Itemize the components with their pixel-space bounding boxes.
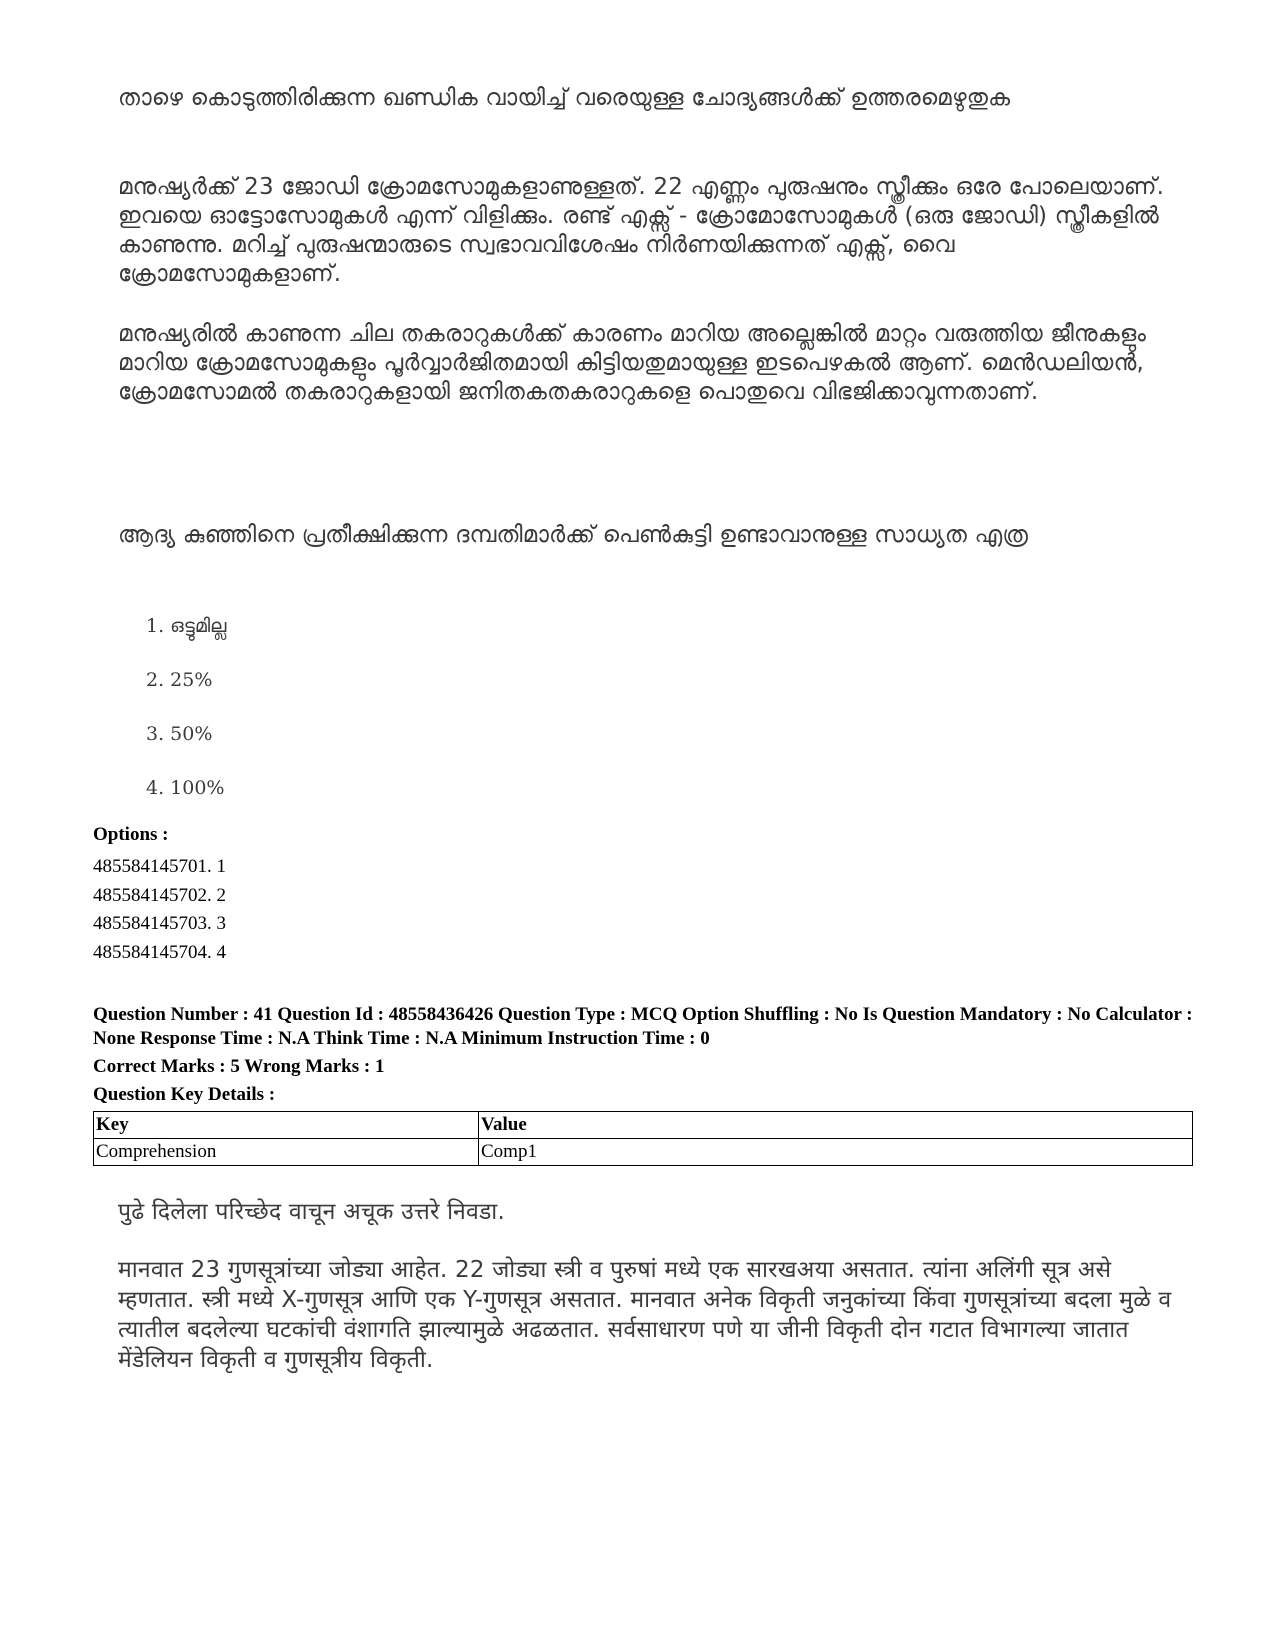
passage-paragraph-marathi (118, 1255, 1178, 1375)
passage-paragraph-text: मानवात 23 गुणसूत्रांच्या जोड्या आहेत. 22 जोड्या स्त्री व पुरुषां मध्ये एक सारखअया असतात. त्यांना अलिंगी सूत्र असे म्हणतात. स्त्री मध्ये X-गुणसूत्र आणि एक Y-गुणसूत्र असतात. मानवात अनेक विकृती जनुकांच्या किंवा गुणसूत्रांच्या बदला मुळे व त्यातील बदलेल्या घटकांची वंशागति झाल्यामुळे अढळतात. सर्वसाधारण पणे या जीनी विकृती दोन गटात विभागल्या जातात मेंडेलियन विकृती व गुणसूत्रीय विकृती. (118, 1257, 1172, 1373)
passage-instruction-malayalam (118, 84, 1118, 113)
answer-choice-3: 3. 50% (146, 723, 213, 745)
table-header-value: Value (479, 1112, 1193, 1139)
passage-paragraph-text: മനുഷ്യരിൽ കാണുന്ന ചില തകരാറുകൾക്ക് കാരണം മാറിയ അല്ലെങ്കിൽ മാറ്റം വരുത്തിയ ജീനുകളും മാറിയ ക്രോമസോമുകളും പൂർവ്വാർജിതമായി കിട്ടിയതുമായുള്ള ഇടപെഴകൽ ആണ്. മെൻഡലിയൻ, ക്രോമസോമൽ തകരാറുകളായി ജനിതകതകരാറുകളെ പൊതുവെ വിഭജിക്കാവുന്നതാണ്. (118, 321, 1147, 405)
passage-instruction-text: താഴെ കൊടുത്തിരിക്കുന്ന ഖണ്ഡിക വായിച്ച് വരെയുള്ള ചോദ്യങ്ങൾക്ക് ഉത്തരമെഴുതുക (118, 85, 1011, 111)
passage-paragraph-1-malayalam (118, 173, 1178, 289)
table-cell-value: Comp1 (479, 1139, 1193, 1166)
table-row (94, 1139, 1193, 1166)
question-text-malayalam (118, 521, 1118, 550)
options-label: Options : (93, 824, 169, 845)
table-header-row (94, 1112, 1193, 1139)
passage-paragraph-text: മനുഷ്യർക്ക് 23 ജോഡി ക്രോമസോമുകളാണുള്ളത്. 22 എണ്ണം പുരുഷനും സ്ത്രീക്കും ഒരേ പോലെയാണ്. ഇവയെ ഓട്ടോസോമുകൾ എന്ന് വിളിക്കും. രണ്ട് എക്സ് - ക്രോമോസോമുകൾ (ഒരു ജോഡി) സ്ത്രീകളിൽ കാണുന്നു. മറിച്ച് പുരുഷന്മാരുടെ സ്വഭാവവിശേഷം നിർണയിക്കുന്നത് എക്സ്, വൈ ക്രോമസോമുകളാണ്. (118, 174, 1165, 287)
answer-choices (146, 612, 226, 828)
passage-instruction-marathi (118, 1198, 1118, 1227)
key-details-label: Question Key Details : (93, 1084, 276, 1105)
answer-choice-4: 4. 100% (146, 777, 225, 799)
table-cell-key: Comprehension (94, 1139, 479, 1166)
question-header: Question Number : 41 Question Id : 48558436426 Question Type : MCQ Option Shuffling : No Is Question Mandatory : No Calculator : None Response Time : N.A Think Time : N.A Minimum Instruction Time : 0 (93, 1004, 1193, 1049)
option-id-item: 485584145703. 3 (93, 913, 226, 934)
table-header-key: Key (94, 1112, 479, 1139)
option-id-list (93, 853, 226, 967)
question-text: ആദ്യ കുഞ്ഞിനെ പ്രതീക്ഷിക്കുന്ന ദമ്പതിമാർക്ക് പെൺകുട്ടി ഉണ്ടാവാനുള്ള സാധ്യത എത്ര (118, 522, 1029, 548)
passage-instruction-text: पुढे दिलेला परिच्छेद वाचून अचूक उत्तरे निवडा. (118, 1199, 505, 1225)
option-id-item: 485584145701. 1 (93, 856, 226, 877)
answer-choice-2: 2. 25% (146, 669, 213, 691)
passage-paragraph-2-malayalam (118, 320, 1178, 407)
option-id-item: 485584145702. 2 (93, 884, 226, 906)
marks-line: Correct Marks : 5 Wrong Marks : 1 (93, 1056, 385, 1077)
question-key-table (93, 1111, 1193, 1166)
answer-choice-1: 1. ഒട്ടുമില്ല (146, 615, 227, 637)
option-id-item: 485584145704. 4 (93, 941, 226, 963)
